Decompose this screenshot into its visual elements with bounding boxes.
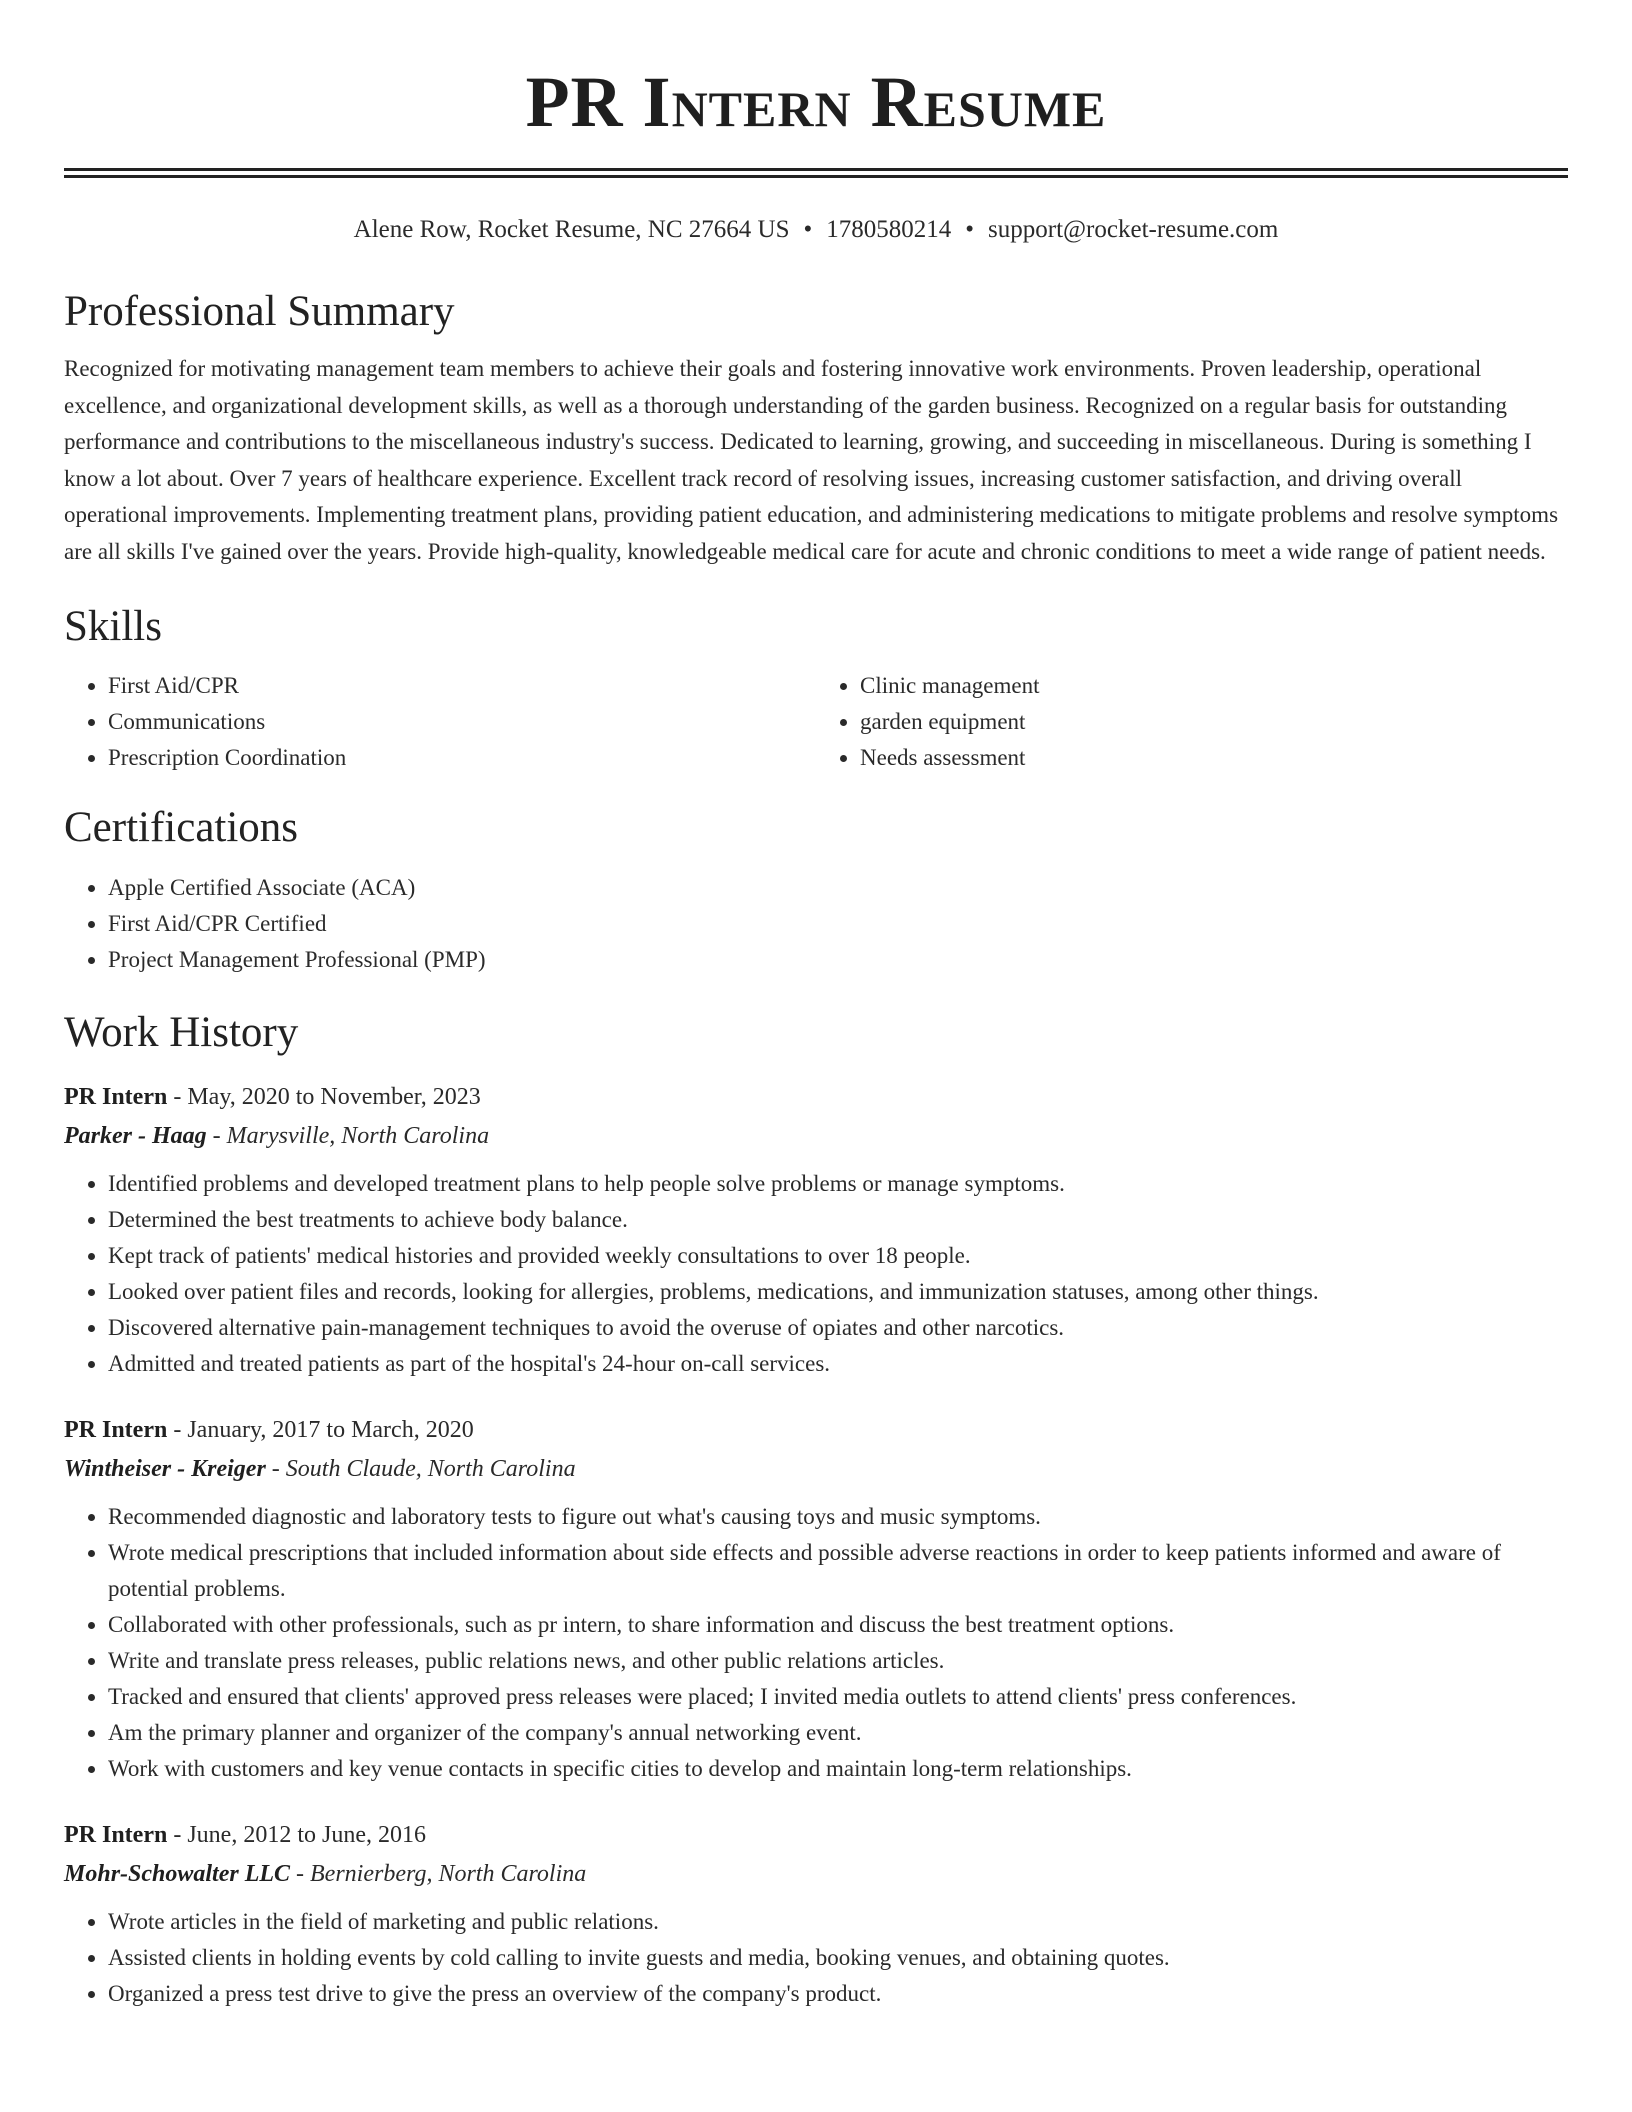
skill-item: • Needs assessment <box>860 740 1568 776</box>
job-title: PR Intern <box>64 1417 168 1443</box>
job-company-line <box>64 1116 1568 1156</box>
section-heading-skills: Skills <box>64 603 162 650</box>
skill-item: • Communications <box>108 704 816 740</box>
job-bullets <box>64 1904 1568 2012</box>
summary-text: Recognized for motivating management team members to achieve their goals and fostering innovative work environments. Proven leadership, operational excellence, and organizational development skills, as well as a thorough understanding of the garden business. Recognized on a regular basis for outstanding performance and contributions to the miscellaneous industry's success. Dedicated to learning, growing, and succeeding in miscellaneous. During is something I know a lot about. Over 7 years of healthcare experience. Excellent track record of resolving issues, increasing customer satisfaction, and driving overall operational improvements. Implementing treatment plans, providing patient education, and administering medications to mitigate problems and resolve symptoms are all skills I've gained over the years. Provide high-quality, knowledgeable medical care for acute and chronic conditions to meet a wide range of patient needs. <box>64 356 1559 564</box>
job-bullet: • Wrote medical prescriptions that included information about side effects and possible adverse reactions in order to keep patients informed and aware of potential problems. <box>108 1535 1568 1607</box>
job-company-line <box>64 1449 1568 1489</box>
job-bullet: • Identified problems and developed treatment plans to help people solve problems or manage symptoms. <box>108 1166 1568 1202</box>
section-heading-certifications: Certifications <box>64 804 299 851</box>
job-company-line <box>64 1854 1568 1894</box>
job-entry <box>64 1078 1568 1382</box>
skill-item: • Clinic management <box>860 668 1568 704</box>
job-company: Wintheiser - Kreiger <box>64 1456 266 1482</box>
title-divider <box>64 168 1568 178</box>
skills-columns <box>64 668 1568 776</box>
contact-email: support@rocket-resume.com <box>988 216 1279 243</box>
job-bullets <box>64 1499 1568 1787</box>
job-bullets <box>64 1166 1568 1382</box>
job-location: - South Claude, North Carolina <box>265 1456 576 1482</box>
section-heading-work-history: Work History <box>64 1009 299 1056</box>
job-bullet: • Assisted clients in holding events by cold calling to invite guests and media, booking venues, and obtaining quotes. <box>108 1940 1568 1976</box>
job-bullet: • Organized a press test drive to give the press an overview of the company's product. <box>108 1976 1568 2012</box>
job-bullet: • Write and translate press releases, public relations news, and other public relations articles. <box>108 1643 1568 1679</box>
job-title: PR Intern <box>64 1822 168 1848</box>
job-title-line <box>64 1078 1568 1116</box>
skill-item: • Prescription Coordination <box>108 740 816 776</box>
job-location: - Bernierberg, North Carolina <box>290 1861 587 1887</box>
job-entry <box>64 1816 1568 2012</box>
job-entry <box>64 1411 1568 1787</box>
skill-item: • garden equipment <box>860 704 1568 740</box>
skills-list-left <box>64 668 816 776</box>
skills-list-right <box>816 668 1568 776</box>
certifications-list <box>64 870 1568 978</box>
job-title-line <box>64 1816 1568 1854</box>
job-dates: - June, 2012 to June, 2016 <box>167 1822 426 1848</box>
job-bullet: • Tracked and ensured that clients' approved press releases were placed; I invited media outlets to attend clients' press conferences. <box>108 1679 1568 1715</box>
job-company: Parker - Haag <box>64 1123 207 1149</box>
section-heading-summary: Professional Summary <box>64 288 455 335</box>
contact-line <box>64 214 1568 246</box>
job-title-line <box>64 1411 1568 1449</box>
contact-phone: 1780580214 <box>826 216 952 243</box>
certification-item: • Project Management Professional (PMP) <box>108 942 1568 978</box>
job-bullet: • Kept track of patients' medical histories and provided weekly consultations to over 18 people. <box>108 1238 1568 1274</box>
resume-title: PR Intern Resume <box>525 62 1107 142</box>
contact-separator: • <box>803 216 813 243</box>
contact-address: Alene Row, Rocket Resume, NC 27664 US <box>353 216 790 243</box>
job-bullet: • Looked over patient files and records, looking for allergies, problems, medications, and immunization statuses, among other things. <box>108 1274 1568 1310</box>
job-bullet: • Wrote articles in the field of marketing and public relations. <box>108 1904 1568 1940</box>
skill-item: • First Aid/CPR <box>108 668 816 704</box>
certification-item: • First Aid/CPR Certified <box>108 906 1568 942</box>
job-bullet: • Collaborated with other professionals, such as pr intern, to share information and discuss the best treatment options. <box>108 1607 1568 1643</box>
certification-item: • Apple Certified Associate (ACA) <box>108 870 1568 906</box>
job-bullet: • Discovered alternative pain-management techniques to avoid the overuse of opiates and other narcotics. <box>108 1310 1568 1346</box>
job-bullet: • Admitted and treated patients as part of the hospital's 24-hour on-call services. <box>108 1346 1568 1382</box>
job-dates: - May, 2020 to November, 2023 <box>167 1084 481 1110</box>
contact-separator: • <box>965 216 975 243</box>
job-bullet: • Determined the best treatments to achieve body balance. <box>108 1202 1568 1238</box>
job-title: PR Intern <box>64 1084 168 1110</box>
job-company: Mohr-Schowalter LLC <box>64 1861 291 1887</box>
job-bullet: • Work with customers and key venue contacts in specific cities to develop and maintain long-term relationships. <box>108 1751 1568 1787</box>
job-bullet: • Am the primary planner and organizer of the company's annual networking event. <box>108 1715 1568 1751</box>
job-dates: - January, 2017 to March, 2020 <box>167 1417 474 1443</box>
job-location: - Marysville, North Carolina <box>206 1123 490 1149</box>
job-bullet: • Recommended diagnostic and laboratory tests to figure out what's causing toys and music symptoms. <box>108 1499 1568 1535</box>
